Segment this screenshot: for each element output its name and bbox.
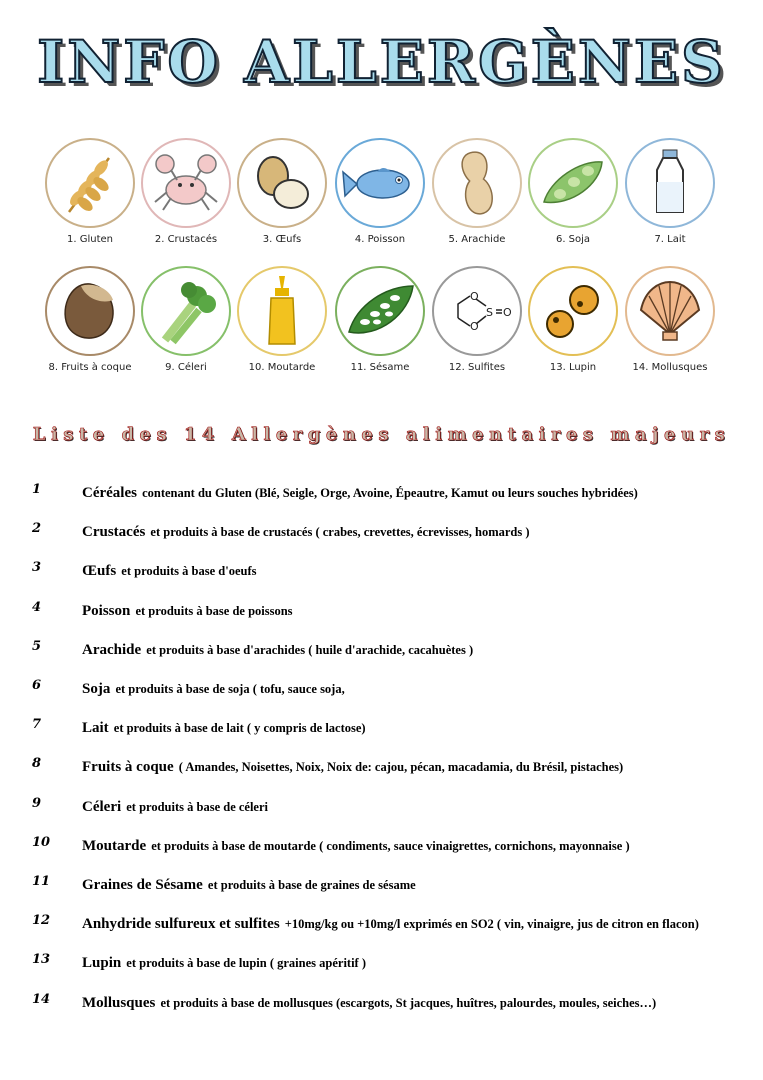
allergen-icon-11: [330, 266, 430, 373]
allergen-details: et produits à base de soja ( tofu, sauce soja,: [115, 682, 345, 696]
allergen-icon-label: 4. Poisson: [354, 234, 406, 245]
list-title: Liste des 14 Allergènes alimentaires majeurs: [32, 424, 731, 445]
fish-icon: [335, 138, 425, 228]
list-item: [0, 992, 763, 1014]
list-item-number: 4: [32, 600, 42, 615]
allergen-name: Arachide: [82, 642, 142, 658]
hazelnut-icon: [45, 266, 135, 356]
list-item-number: 9: [32, 796, 42, 811]
list-item: [0, 717, 763, 739]
allergen-icon-8: [40, 266, 140, 373]
soybean-icon: [528, 138, 618, 228]
list-item-text: [82, 521, 530, 541]
list-item-text: [82, 600, 293, 620]
sesame-pod-icon: [335, 266, 425, 356]
sulfite-molecule-icon: [432, 266, 522, 356]
allergen-icon-4: [330, 138, 430, 245]
list-item-text: [82, 913, 699, 933]
allergen-details: et produits à base de lait ( y compris de lactose): [113, 721, 366, 735]
allergen-icon-14: [620, 266, 720, 373]
allergen-name: Lait: [82, 720, 109, 736]
allergen-name: Lupin: [82, 955, 122, 971]
list-item: [0, 521, 763, 543]
allergen-name: Œufs: [82, 563, 117, 579]
mustard-bottle-icon: [237, 266, 327, 356]
allergen-icon-13: [523, 266, 623, 373]
allergen-icon-label: 10. Moutarde: [248, 362, 316, 373]
list-item-number: 6: [32, 678, 42, 693]
list-item: [0, 796, 763, 818]
allergen-details: +10mg/kg ou +10mg/l exprimés en SO2 ( vin, vinaigre, jus de citron en flacon): [284, 917, 699, 931]
allergen-details: et produits à base d'arachides ( huile d'arachide, cacahuètes ): [146, 643, 474, 657]
allergen-icon-1: [40, 138, 140, 245]
allergen-icon-10: [232, 266, 332, 373]
crab-icon: [141, 138, 231, 228]
list-item-number: 7: [32, 717, 42, 732]
list-item-number: 13: [32, 952, 51, 967]
list-item-text: [82, 639, 473, 659]
allergen-details: contenant du Gluten (Blé, Seigle, Orge, Avoine, Épeautre, Kamut ou leurs souches hybridées): [142, 486, 638, 500]
allergen-icon-label: 13. Lupin: [549, 362, 597, 373]
list-item: [0, 913, 763, 935]
list-item-text: [82, 835, 630, 855]
allergen-name: Anhydride sulfureux et sulfites: [82, 916, 280, 932]
allergen-icon-label: 3. Œufs: [262, 234, 302, 245]
list-item-text: [82, 796, 268, 816]
list-item: [0, 600, 763, 622]
allergen-icon-label: 1. Gluten: [67, 234, 113, 245]
wheat-icon: [45, 138, 135, 228]
list-item: [0, 952, 763, 974]
list-item-number: 8: [32, 756, 42, 771]
allergen-details: ( Amandes, Noisettes, Noix, Noix de: cajou, pécan, macadamia, du Brésil, pistaches): [178, 760, 624, 774]
allergen-icon-label: 5. Arachide: [448, 234, 506, 245]
list-item: [0, 874, 763, 896]
list-item-number: 5: [32, 639, 42, 654]
list-item-number: 12: [32, 913, 51, 928]
allergen-name: Mollusques: [82, 995, 156, 1011]
list-item-text: [82, 874, 416, 894]
allergen-icon-label: 11. Sésame: [350, 362, 410, 373]
list-item-text: [82, 952, 366, 972]
allergen-icon-9: [136, 266, 236, 373]
allergen-name: Soja: [82, 681, 111, 697]
list-item-text: [82, 756, 623, 776]
allergen-icon-grid: [0, 138, 763, 398]
eggs-icon: [237, 138, 327, 228]
svg-text:O: O: [503, 306, 512, 319]
allergen-icon-5: [427, 138, 527, 245]
allergen-icon-label: 14. Mollusques: [632, 362, 708, 373]
allergen-icon-label: 2. Crustacés: [154, 234, 218, 245]
lupin-beans-icon: [528, 266, 618, 356]
list-item: [0, 639, 763, 661]
list-item: [0, 678, 763, 700]
allergen-details: et produits à base de poissons: [135, 604, 293, 618]
list-item-text: [82, 482, 638, 502]
allergen-details: et produits à base de lupin ( graines apéritif ): [126, 956, 367, 970]
list-item-number: 1: [32, 482, 42, 497]
allergen-icon-label: 8. Fruits à coque: [48, 362, 132, 373]
allergen-icon-label: 7. Lait: [654, 234, 686, 245]
list-item: [0, 756, 763, 778]
allergen-name: Céleri: [82, 799, 122, 815]
allergen-details: et produits à base de crustacés ( crabes, crevettes, écrevisses, homards ): [150, 525, 530, 539]
list-item-text: [82, 678, 345, 698]
list-item-text: [82, 560, 257, 580]
allergen-name: Poisson: [82, 603, 131, 619]
svg-text:O: O: [470, 290, 479, 303]
allergen-details: et produits à base de céleri: [126, 800, 269, 814]
list-item-number: 10: [32, 835, 51, 850]
list-item: [0, 482, 763, 504]
allergen-name: Céréales: [82, 485, 137, 501]
celery-icon: [141, 266, 231, 356]
list-item-number: 11: [32, 874, 51, 889]
milk-bottle-icon: [625, 138, 715, 228]
allergen-icon-12: [427, 266, 527, 373]
list-item-number: 2: [32, 521, 42, 536]
list-item: [0, 560, 763, 582]
peanut-icon: [432, 138, 522, 228]
allergen-icon-2: [136, 138, 236, 245]
allergen-icon-3: [232, 138, 332, 245]
list-item: [0, 835, 763, 857]
allergen-details: et produits à base d'oeufs: [121, 564, 257, 578]
svg-text:S: S: [486, 306, 493, 319]
list-item-text: [82, 992, 656, 1012]
allergen-icon-label: 9. Céleri: [165, 362, 207, 373]
allergen-name: Moutarde: [82, 838, 147, 854]
svg-text:O: O: [470, 320, 479, 333]
list-item-number: 14: [32, 992, 51, 1007]
allergen-name: Fruits à coque: [82, 759, 174, 775]
allergen-details: et produits à base de mollusques (escargots, St jacques, huîtres, palourdes, moules, seiches…): [160, 996, 657, 1010]
allergen-icon-7: [620, 138, 720, 245]
allergen-name: Graines de Sésame: [82, 877, 203, 893]
allergen-icon-6: [523, 138, 623, 245]
list-item-text: [82, 717, 366, 737]
allergen-name: Crustacés: [82, 524, 146, 540]
allergen-icon-label: 6. Soja: [555, 234, 591, 245]
allergen-icon-label: 12. Sulfites: [448, 362, 506, 373]
list-item-number: 3: [32, 560, 42, 575]
shell-icon: [625, 266, 715, 356]
allergen-details: et produits à base de moutarde ( condiments, sauce vinaigrettes, cornichons, mayonnaise ): [151, 839, 630, 853]
allergen-details: et produits à base de graines de sésame: [207, 878, 416, 892]
page-title: INFO ALLERGÈNES: [37, 28, 726, 96]
